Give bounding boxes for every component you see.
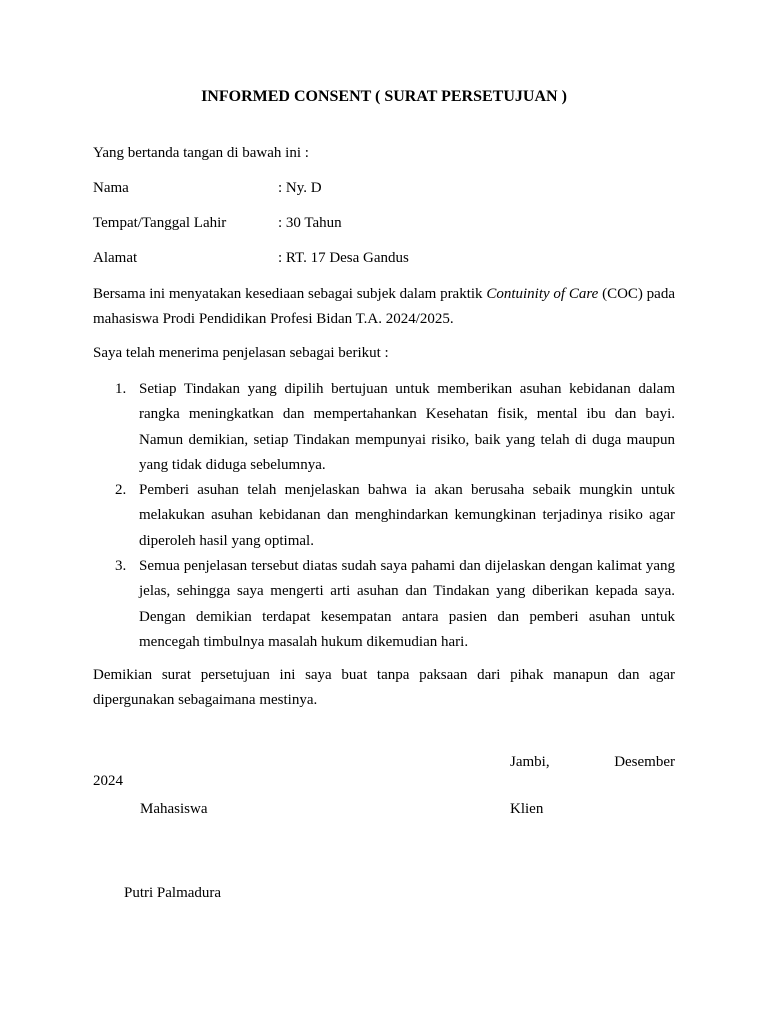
place-date-line: [510, 754, 675, 771]
list-item-number: 2.: [115, 482, 127, 499]
statement-italic-term: Contuinity of Care: [486, 286, 599, 302]
explanation-intro: Saya telah menerima penjelasan sebagai berikut :: [93, 345, 389, 361]
list-item-number: 3.: [115, 558, 127, 575]
list-item-text: Pemberi asuhan telah menjelaskan bahwa ia akan berusaha sebaik mungkin untuk melakukan asuhan kebidanan dan menghindarkan kemungkinan terjadinya risiko agar diperoleh hasil yang optimal.: [139, 482, 675, 549]
month-text: Desember: [614, 754, 675, 770]
list-item-text: Setiap Tindakan yang dipilih bertujuan untuk memberikan asuhan kebidanan dalam rangka meningkatkan dan mempertahankan Kesehatan fisik, mental ibu dan bayi. Namun demikian, setiap Tindakan mempunyai risiko, baik yang telah di duga maupun yang tidak diduga sebelumnya.: [139, 381, 675, 473]
statement-text-after: (COC) pada mahasiswa Prodi Pendidikan Profesi Bidan T.A. 2024/2025.: [93, 286, 675, 327]
left-signatory-name: Putri Palmadura: [124, 885, 222, 901]
list-item: [93, 478, 675, 554]
list-item: [93, 377, 675, 478]
right-signatory-role: Klien: [510, 801, 544, 817]
list-item-text: Semua penjelasan tersebut diatas sudah saya pahami dan dijelaskan dengan kalimat yang jelas, sehingga saya mengerti arti asuhan dan Tindakan yang diberikan kepada saya. Dengan demikian terdapat kesempatan antara pasien dan pemberi asuhan untuk mencegah timbulnya masalah hukum dikemudian hari.: [139, 558, 675, 650]
field-label-tempat-tanggal-lahir: Tempat/Tanggal Lahir: [93, 215, 227, 231]
field-value-nama: : Ny. D: [278, 180, 322, 196]
statement-text-before: Bersama ini menyatakan kesediaan sebagai subjek dalam praktik: [93, 286, 487, 302]
document-title: INFORMED CONSENT ( SURAT PERSETUJUAN ): [201, 88, 567, 105]
field-value-alamat: : RT. 17 Desa Gandus: [278, 250, 409, 266]
statement-paragraph: [93, 282, 675, 332]
list-item-number: 1.: [115, 381, 127, 397]
place-text: Jambi,: [510, 754, 550, 770]
field-label-nama: Nama: [93, 180, 129, 196]
explanation-list: [93, 377, 675, 655]
closing-paragraph: Demikian surat persetujuan ini saya buat tanpa paksaan dari pihak manapun dan agar dipergunakan sebagaimana mestinya.: [93, 667, 675, 708]
field-value-tempat-tanggal-lahir: : 30 Tahun: [278, 215, 342, 231]
left-signatory-role: Mahasiswa: [140, 801, 208, 817]
intro-text: Yang bertanda tangan di bawah ini :: [93, 145, 309, 161]
field-label-alamat: Alamat: [93, 250, 138, 266]
year-text: 2024: [93, 773, 123, 789]
list-item: [93, 554, 675, 655]
